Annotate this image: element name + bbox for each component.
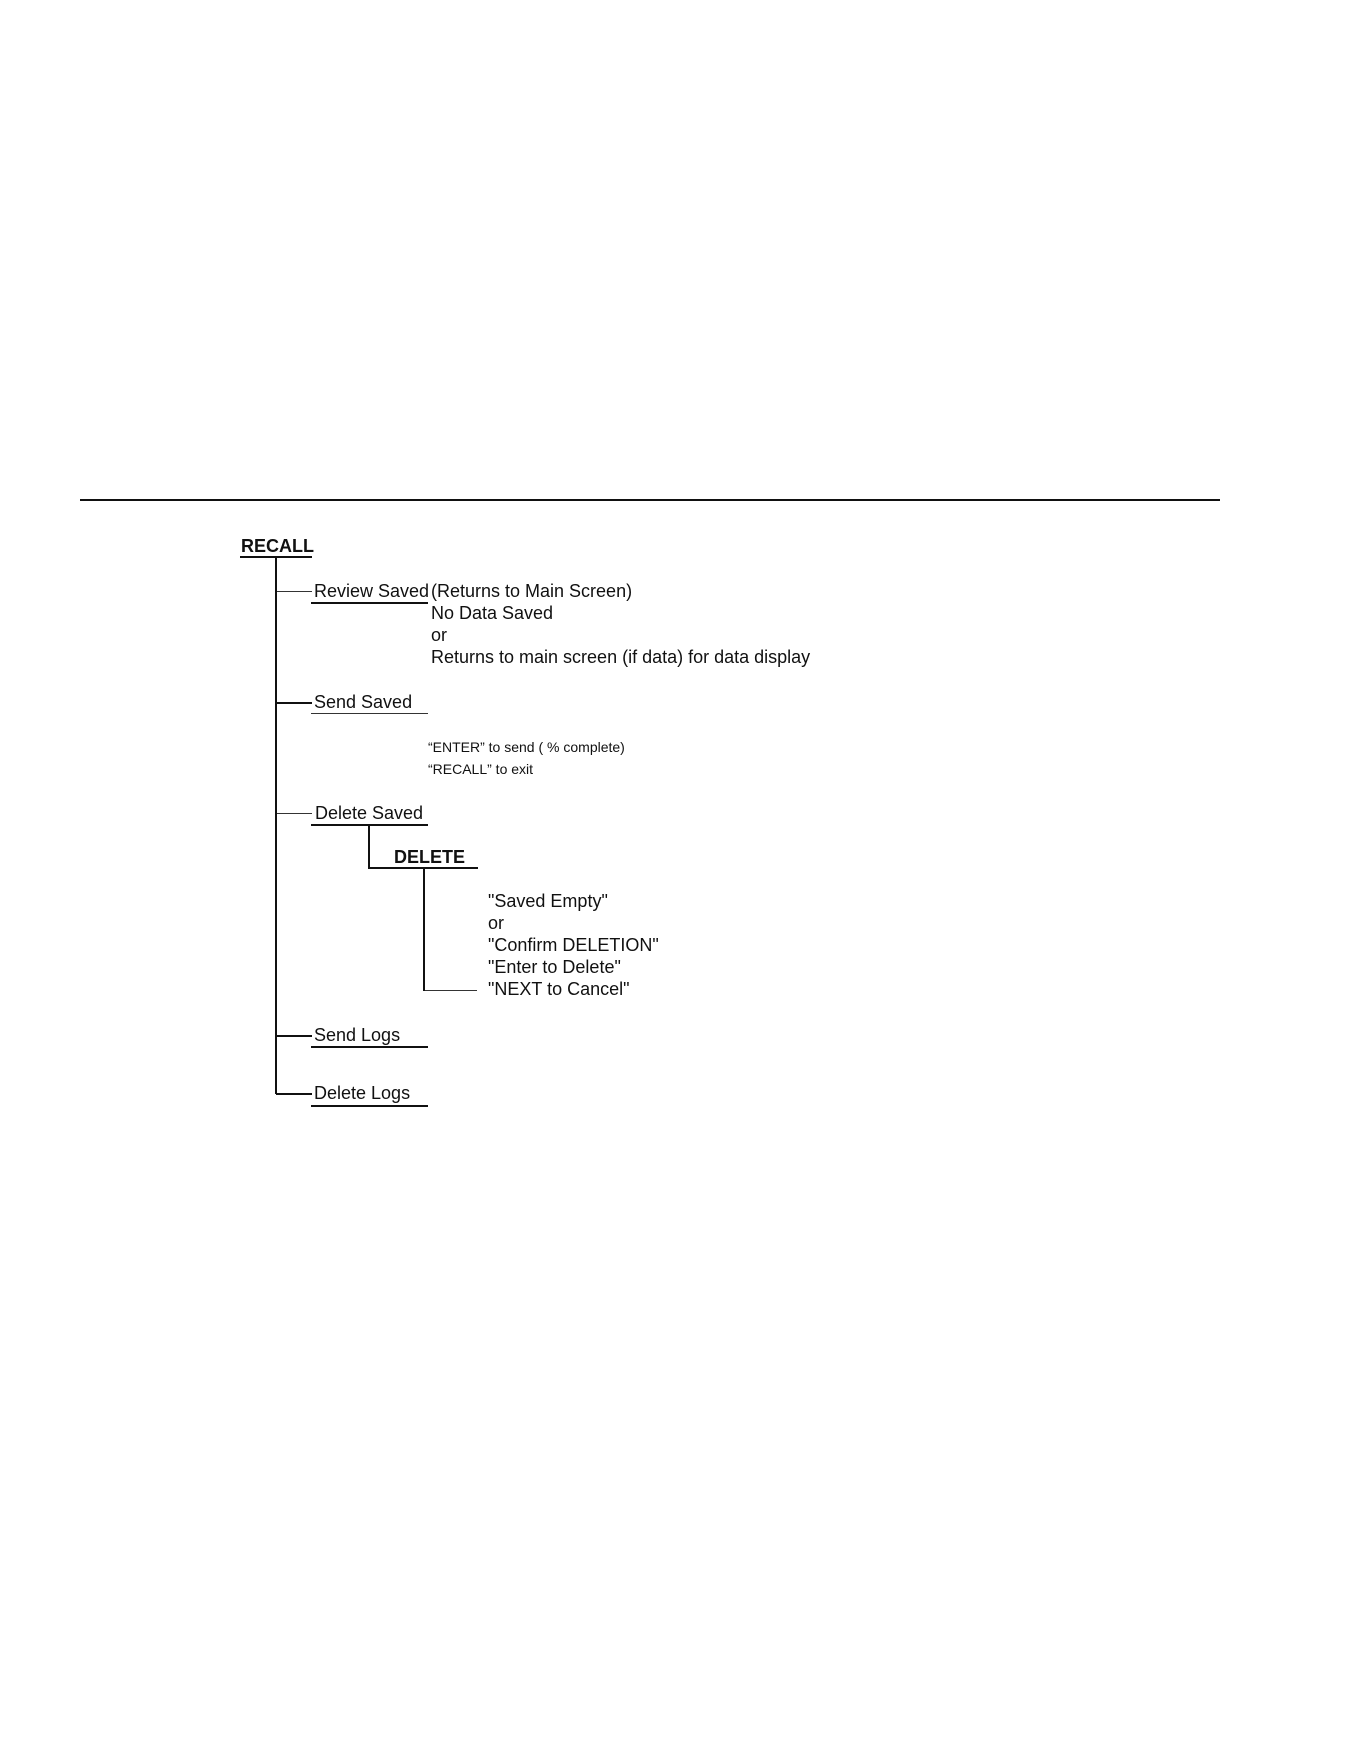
node-delete-saved-label: Delete Saved — [315, 803, 424, 823]
review-saved-detail-3: Returns to main screen (if data) for data display — [431, 647, 811, 667]
node-send-logs-label: Send Logs — [314, 1025, 401, 1045]
node-recall-label: RECALL — [241, 536, 314, 556]
node-delete-logs-underline — [311, 1105, 428, 1107]
node-send-saved-underline — [311, 713, 428, 714]
delete-sub-trunk-line — [423, 868, 425, 991]
review-saved-connector — [276, 591, 312, 592]
delete-logs-connector — [276, 1093, 312, 1095]
node-delete-label: DELETE — [394, 847, 466, 867]
send-logs-connector — [276, 1035, 312, 1037]
delete-detail-4: "Enter to Delete" — [488, 957, 621, 977]
delete-saved-connector — [276, 813, 312, 814]
review-saved-detail-1: No Data Saved — [431, 603, 554, 623]
node-review-saved-underline — [311, 602, 428, 604]
node-review-saved-label: Review Saved — [314, 581, 430, 601]
delete-detail-5: "NEXT to Cancel" — [488, 979, 630, 999]
node-send-logs-underline — [311, 1046, 428, 1048]
delete-branch-vertical-line — [368, 825, 370, 869]
node-delete-logs-label: Delete Logs — [314, 1083, 411, 1103]
send-saved-detail-1: “ENTER” to send ( % complete) — [428, 739, 625, 755]
review-saved-note: (Returns to Main Screen) — [431, 581, 633, 601]
delete-detail-2: or — [488, 913, 505, 933]
review-saved-detail-2: or — [431, 625, 448, 645]
delete-detail-3: "Confirm DELETION" — [488, 935, 659, 955]
delete-detail-1: "Saved Empty" — [488, 891, 608, 911]
page-divider-rule — [80, 499, 1220, 501]
send-saved-connector — [276, 702, 312, 704]
recall-trunk-line — [275, 556, 277, 1094]
node-send-saved-label: Send Saved — [314, 692, 413, 712]
delete-sub-connector — [424, 990, 477, 991]
send-saved-detail-2: “RECALL” to exit — [428, 761, 534, 777]
